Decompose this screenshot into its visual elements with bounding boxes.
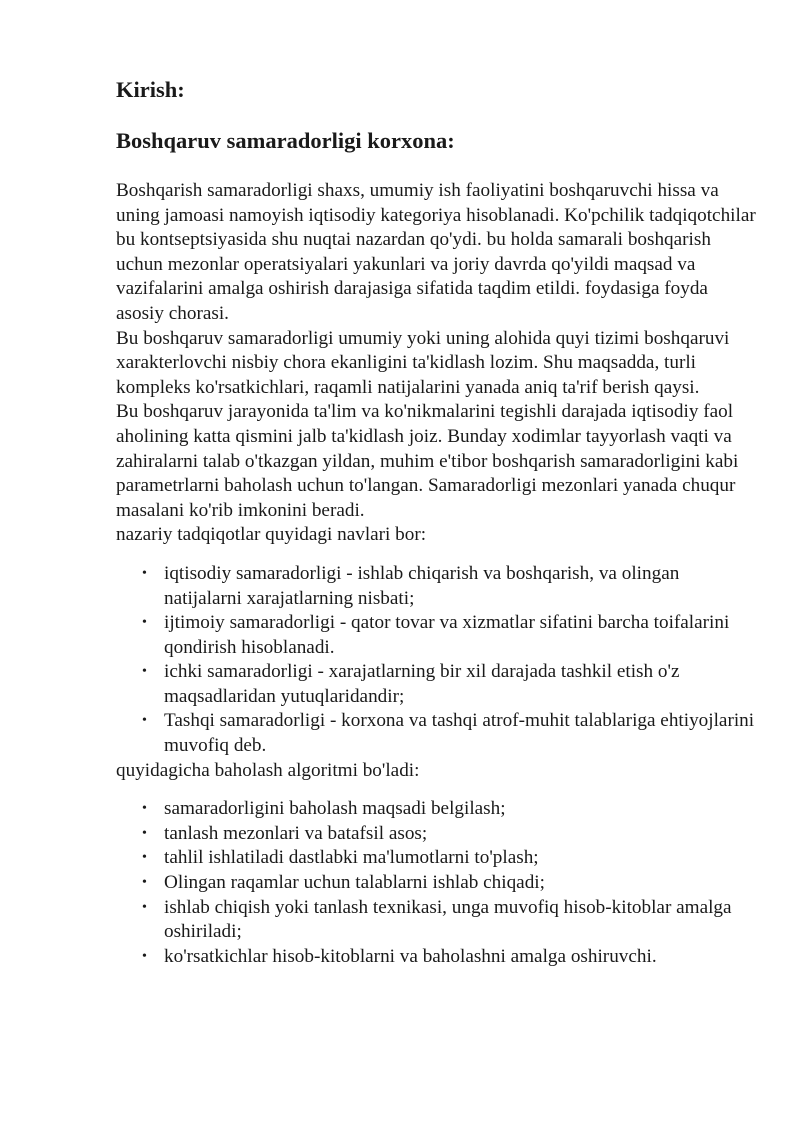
list-item: • Tashqi samaradorligi - korxona va tashqi atrof-muhit talablariga ehtiyojlarini muvofiq deb. [164, 709, 756, 758]
efficiency-types-list [116, 562, 756, 759]
list-item: • ko'rsatkichlar hisob-kitoblarni va baholashni amalga oshiruvchi. [164, 945, 756, 970]
heading-subtitle: Boshqaruv samaradorligi korxona: [116, 128, 455, 153]
list-item: • Olingan raqamlar uchun talablarni ishlab chiqadi; [164, 871, 756, 896]
list-item: • iqtisodiy samaradorligi - ishlab chiqarish va boshqarish, va olingan natijalarni xarajatlarning nisbati; [164, 562, 756, 611]
list-item: • tanlash mezonlari va batafsil asos; [164, 822, 756, 847]
list-item: • ijtimoiy samaradorligi - qator tovar va xizmatlar sifatini barcha toifalarini qondirish hisoblanadi. [164, 611, 756, 660]
list-item: • ichki samaradorligi - xarajatlarning bir xil darajada tashkil etish o'z maqsadlaridan yutuqlaridandir; [164, 660, 756, 709]
list1-intro: nazariy tadqiqotlar quyidagi navlari bor: [116, 524, 427, 546]
paragraph-1: Boshqarish samaradorligi shaxs, umumiy ish faoliyatini boshqaruvchi hissa va uning jamoasi namoyish iqtisodiy kategoriya hisoblanadi. Ko'pchilik tadqiqotchilar bu kontseptsiyasida shu nuqtai nazardan qo'ydi. bu holda samarali boshqarish uchun mezonlar operatsiyalari yakunlari va joriy davrda qo'yildi maqsad va vazifalarini amalga oshirish darajasiga sifatida taqdim etildi. foydasiga foyda asosiy chorasi. [116, 180, 756, 324]
heading-intro: Kirish: [116, 77, 185, 102]
document-page [116, 76, 756, 969]
list2-intro: quyidagicha baholash algoritmi bo'ladi: [116, 759, 420, 781]
list-item: • ishlab chiqish yoki tanlash texnikasi, unga muvofiq hisob-kitoblar amalga oshiriladi; [164, 896, 756, 945]
paragraph-2: Bu boshqaruv samaradorligi umumiy yoki uning alohida quyi tizimi boshqaruvi xarakterlovchi nisbiy chora ekanligini ta'kidlash lozim. Shu maqsadda, turli kompleks ko'rsatkichlari, raqamli natijalarini yanada aniq ta'rif berish qaysi. [116, 327, 730, 398]
list-item: • samaradorligini baholash maqsadi belgilash; [164, 797, 756, 822]
list-item: • tahlil ishlatiladi dastlabki ma'lumotlarni to'plash; [164, 846, 756, 871]
paragraph-3: Bu boshqaruv jarayonida ta'lim va ko'nikmalarini tegishli darajada iqtisodiy faol aholining katta qismini jalb ta'kidlash joiz. Bunday xodimlar tayyorlash vaqti va zahiralarni talab o'tkazgan yildan, muhim e'tibor boshqarish samaradorligini kabi parametrlarni baholash uchun to'langan. Samaradorligi mezonlari yanada chuqur masalani ko'rib imkonini beradi. [116, 401, 739, 521]
algorithm-steps-list [116, 797, 756, 969]
